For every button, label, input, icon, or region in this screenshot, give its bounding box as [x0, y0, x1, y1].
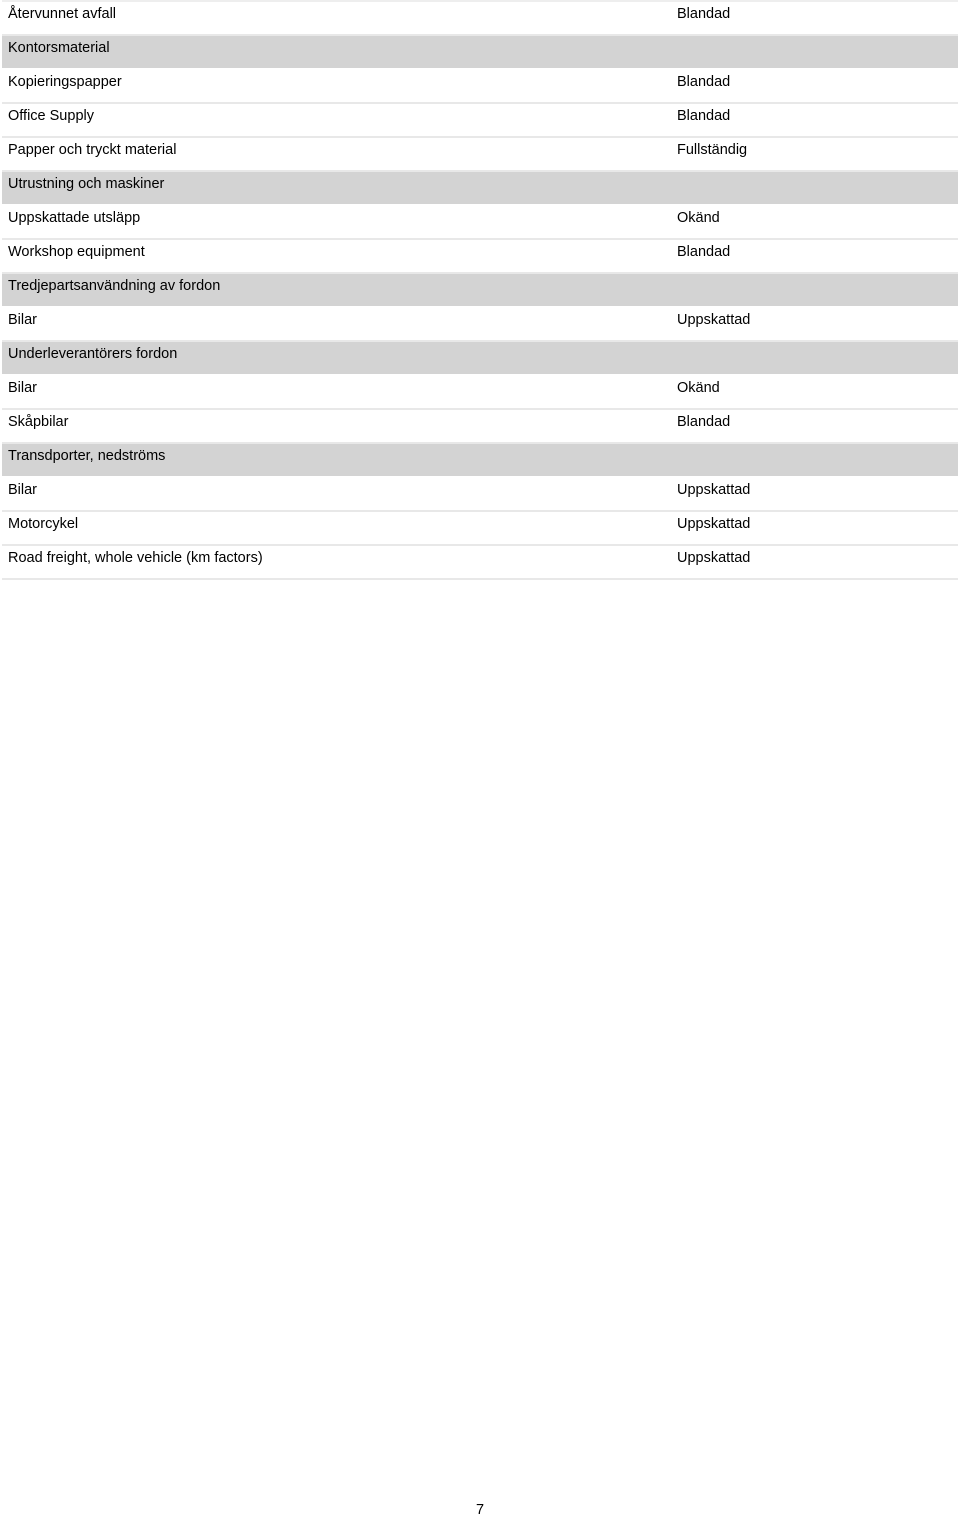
table-row: [2, 70, 958, 104]
row-label: Papper och tryckt material: [8, 142, 177, 158]
row-value: Blandad: [677, 108, 731, 124]
table-row: [2, 138, 958, 172]
table-row: [2, 410, 958, 444]
row-label: Bilar: [8, 312, 38, 328]
table-row: [2, 240, 958, 274]
row-value: Blandad: [677, 74, 731, 90]
row-label: Bilar: [8, 380, 38, 396]
row-label: Kopieringspapper: [8, 74, 122, 90]
table-row: [2, 376, 958, 410]
row-value: Blandad: [677, 6, 731, 22]
row-label: Road freight, whole vehicle (km factors): [8, 550, 263, 566]
section-label: Tredjepartsanvändning av fordon: [8, 278, 221, 294]
section-header-row: [2, 274, 958, 308]
table-row: [2, 546, 958, 580]
section-header-row: [2, 36, 958, 70]
row-value: Uppskattad: [677, 550, 751, 566]
row-label: Workshop equipment: [8, 244, 145, 260]
section-label: Transdporter, nedströms: [8, 448, 166, 464]
row-label: Office Supply: [8, 108, 94, 124]
section-label: Utrustning och maskiner: [8, 176, 165, 192]
row-label: Motorcykel: [8, 516, 79, 532]
row-label: Skåpbilar: [8, 414, 69, 430]
row-value: Uppskattad: [677, 516, 751, 532]
page-number: 7: [475, 1502, 485, 1518]
table-row: [2, 206, 958, 240]
row-value: Blandad: [677, 414, 731, 430]
table-row: [2, 0, 958, 36]
section-label: Underleverantörers fordon: [8, 346, 178, 362]
data-table: [2, 2, 958, 580]
row-label: Uppskattade utsläpp: [8, 210, 141, 226]
table-row: [2, 512, 958, 546]
row-value: Okänd: [677, 380, 720, 396]
row-label: Bilar: [8, 482, 38, 498]
section-header-row: [2, 342, 958, 376]
row-value: Blandad: [677, 244, 731, 260]
table-row: [2, 478, 958, 512]
section-header-row: [2, 172, 958, 206]
table-row: [2, 308, 958, 342]
section-header-row: [2, 444, 958, 478]
row-value: Uppskattad: [677, 482, 751, 498]
row-label: Återvunnet avfall: [8, 6, 117, 22]
table-row: [2, 104, 958, 138]
section-label: Kontorsmaterial: [8, 40, 110, 56]
row-value: Uppskattad: [677, 312, 751, 328]
row-value: Fullständig: [677, 142, 748, 158]
row-value: Okänd: [677, 210, 720, 226]
